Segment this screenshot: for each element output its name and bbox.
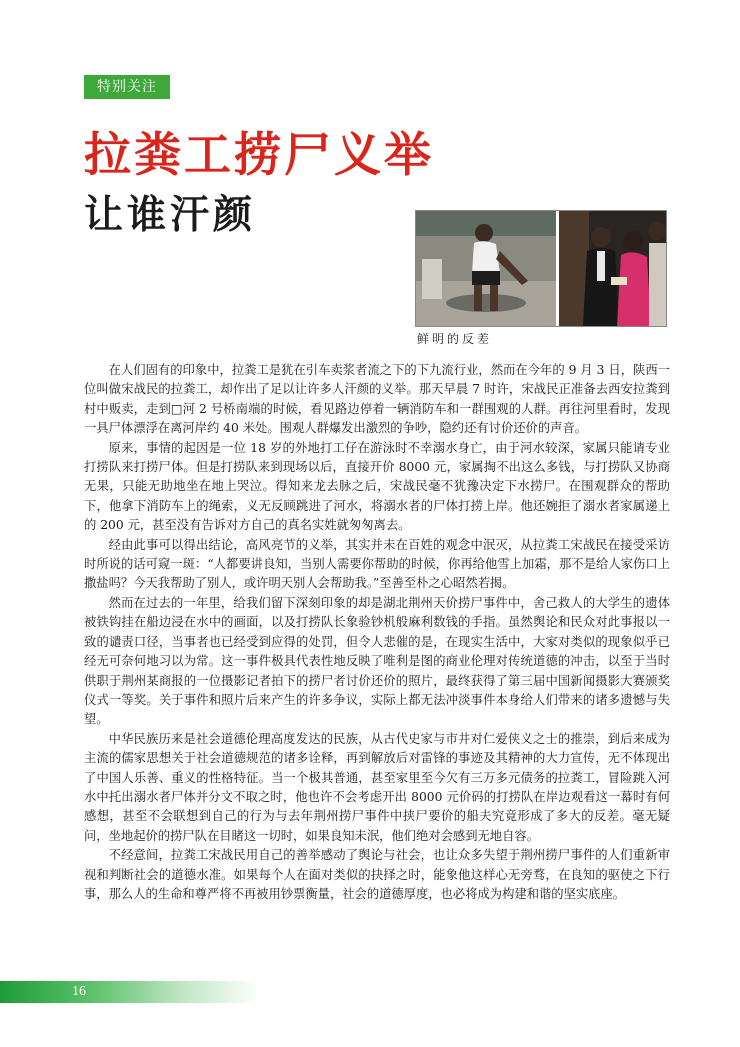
article-body — [84, 361, 670, 904]
photo-people-money-icon — [559, 211, 666, 326]
article-paragraph: 中华民族历来是社会道德伦理高度发达的民族，从古代史家与市井对仁爱侠义之士的推崇，到后来成为主流的儒家思想关于社会道德规范的诸多诠释，再到解放后对雷锋的事迹及其精神的大力宣传，无不体现出了中国人乐善、重义的性格特征。当一个极其普通，甚至家里至今欠有三万多元债务的拉粪工，冒险跳入河水中托出溺水者尸体并分文不取之时，他也许不会考虑开出 8000 元价码的打捞队在岸边观看这一幕时有何感想，甚至不会联想到自己的行为与去年荆州捞尸事件中挟尸要价的船夫究竟形成了多大的反差。毫无疑问，坐地起价的捞尸队在目睹这一切时，如果良知未泯，他们绝对会感到无地自容。 — [84, 731, 670, 843]
article-paragraph: 原来，事情的起因是一位 18 岁的外地打工仔在游泳时不幸溺水身亡，由于河水较深，家属只能请专业打捞队来打捞尸体。但是打捞队来到现场以后，直接开价 8000 元，家属掏不出这么多钱，与打捞队又协商无果，只能无助地坐在地上哭泣。得知来龙去脉之后，宋战民毫不犹豫决定下水捞尸。在围观群众的帮助下，他拿下消防车上的绳索，义无反顾跳进了河水，将溺水者的尸体打捞上岸。他还婉拒了溺水者家属递上的 200 元，甚至没有告诉对方自己的真名实姓就匆匆离去。 — [84, 440, 670, 533]
page-number: 16 — [72, 984, 86, 999]
photo-man-dragging-icon — [416, 211, 556, 326]
footer-bar — [0, 981, 260, 1003]
article-title: 拉粪工捞尸义举 — [84, 128, 434, 183]
article-subtitle: 让谁汗颜 — [84, 193, 257, 238]
photo-caption: 鲜明的反差 — [417, 332, 493, 346]
article-photos — [415, 210, 667, 327]
article-paragraph: 然而在过去的一年里，给我们留下深刻印象的却是湖北荆州天价捞尸事件中，舍己救人的大学生的遗体被铁钩挂在船边浸在水中的画面，以及打捞队长象验钞机般麻利数钱的手指。虽然舆论和民众对此事报以一致的谴责口径，当事者也已经受到应得的处罚，但令人悲催的是，在现实生活中，大家对类似的现象似乎已经无可奈何地习以为常。这一事件极具代表性地反映了唯利是图的商业伦理对传统道德的冲击，以至于当时供职于荆州某商报的一位摄影记者拍下的捞尸者讨价还价的照片，最终获得了第三届中国新闻摄影大赛颁奖仪式一等奖。关于事件和照片后来产生的许多争议，实际上都无法冲淡事件本身给人们带来的诸多遗憾与失望。 — [84, 595, 670, 727]
article-paragraph: 不经意间，拉粪工宋战民用自己的善举感动了舆论与社会，也让众多失望于荆州捞尸事件的人们重新审视和判断社会的道德水准。如果每个人在面对类似的抉择之时，能象他这样心无旁骛，在良知的驱使之下行事，那么人的生命和尊严将不再被用钞票衡量，社会的道德厚度，也必将成为构建和谐的坚实底座。 — [84, 848, 670, 901]
section-tag: 特别关注 — [84, 75, 170, 99]
article-paragraph: 经由此事可以得出结论，高风亮节的义举，其实并未在百姓的观念中泯灭，从拉粪工宋战民在接受采访时所说的话可窥一斑：“人都要讲良知，当别人需要你帮助的时候，你再给他雪上加霜，那不是给人家伤口上撒盐吗？今天我帮助了别人，或许明天别人会帮助我。”至善至朴之心昭然若揭。 — [84, 537, 670, 591]
article-paragraph: 在人们固有的印象中，拉粪工是犹在引车卖浆者流之下的下九流行业，然而在今年的 9 月 3 日，陕西一位叫做宋战民的拉粪工，却作出了足以让许多人汗颜的义举。那天早晨 7 时许，宋战民正准备去西安拉粪到村中贩卖，走到□河 2 号桥南端的时候，看见路边停着一辆消防车和一群围观的人群。再往河里看时，发现一具尸体漂浮在离河岸约 40 米处。围观人群爆发出激烈的争吵，隐约还有讨价还价的声音。 — [84, 363, 670, 436]
